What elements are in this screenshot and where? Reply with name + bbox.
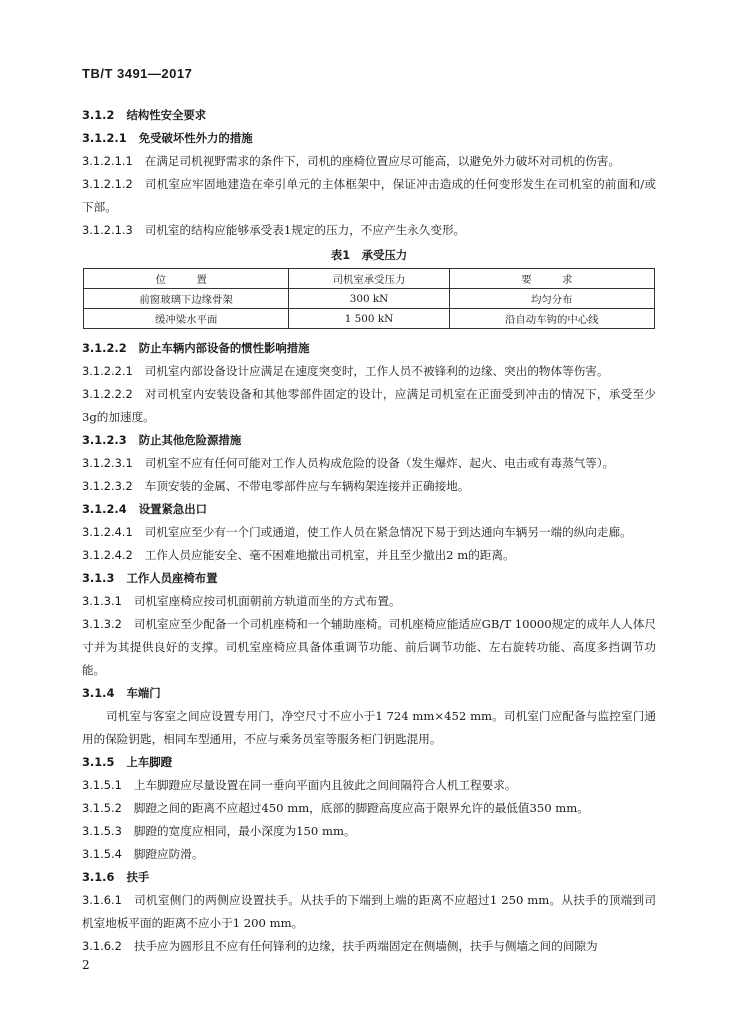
- clause-paragraph: [82, 889, 656, 935]
- paragraph: 司机室与客室之间应设置专用门，净空尺寸不应小于1 724 mm×452 mm。司机室门应配备与监控室门通用的保险钥匙，相同车型通用，不应与乘务员室等服务柜门钥匙混用。: [82, 709, 656, 746]
- table-title: 表1 承受压力: [330, 248, 408, 262]
- section-heading: [82, 429, 656, 452]
- clause-paragraph: [82, 544, 656, 567]
- heading-text: 扶手: [126, 870, 150, 884]
- section-heading: [82, 127, 656, 150]
- clause-text: 司机室内部设备设计应满足在速度突变时，工作人员不被锋利的边缘、突出的物体等伤害。: [144, 364, 609, 378]
- clause-text: 上车脚蹬应尽量设置在同一垂向平面内且彼此之间间隔符合人机工程要求。: [133, 778, 517, 792]
- document-body: [82, 104, 656, 958]
- heading-text: 防止其他危险源措施: [138, 433, 242, 447]
- clause-number: 3.1.2.2: [82, 341, 127, 355]
- clause-number: 3.1.2.4.1: [82, 525, 133, 539]
- clause-number: 3.1.2.3.1: [82, 456, 133, 470]
- clause-number: 3.1.3.1: [82, 594, 122, 608]
- clause-text: 司机室不应有任何可能对工作人员构成危险的设备（发生爆炸、起火、电击或有毒蒸气等）。: [144, 456, 615, 470]
- clause-text: 扶手应为圆形且不应有任何锋利的边缘，扶手两端固定在侧墙侧，扶手与侧墙之间的间隙为: [133, 939, 598, 953]
- table-cell: 均匀分布: [449, 289, 654, 309]
- clause-number: 3.1.2.1.3: [82, 223, 133, 237]
- section-block-b: [82, 337, 656, 958]
- clause-text: 司机室应牢固地建造在牵引单元的主体框架中，保证冲击造成的任何变形发生在司机室的前面和/或下部。: [82, 177, 656, 214]
- heading-text: 结构性安全要求: [126, 108, 207, 122]
- clause-number: 3.1.2.1.2: [82, 177, 133, 191]
- clause-number: 3.1.5.1: [82, 778, 122, 792]
- table-cell: 1 500 kN: [289, 309, 449, 329]
- heading-text: 上车脚蹬: [126, 755, 173, 769]
- clause-paragraph: [82, 219, 656, 242]
- clause-paragraph: [82, 820, 656, 843]
- clause-text: 车顶安装的金属、不带电零部件应与车辆构架连接并正确接地。: [144, 479, 470, 493]
- section-heading: [82, 751, 656, 774]
- clause-text: 脚蹬应防滑。: [133, 847, 204, 861]
- heading-text: 设置紧急出口: [138, 502, 208, 516]
- clause-paragraph: [82, 843, 656, 866]
- table-header-requirement: 要 求: [449, 269, 654, 289]
- page-number: 2: [82, 958, 90, 972]
- clause-paragraph: [82, 613, 656, 682]
- clause-paragraph: [82, 774, 656, 797]
- clause-number: 3.1.3: [82, 571, 115, 585]
- clause-paragraph: [82, 452, 656, 475]
- clause-paragraph: [82, 475, 656, 498]
- clause-number: 3.1.4: [82, 686, 115, 700]
- clause-text: 在满足司机视野需求的条件下，司机的座椅位置应尽可能高，以避免外力破坏对司机的伤害。: [144, 154, 621, 168]
- table-cell: 300 kN: [289, 289, 449, 309]
- clause-number: 3.1.5: [82, 755, 115, 769]
- clause-number: 3.1.5.2: [82, 801, 122, 815]
- clause-number: 3.1.5.4: [82, 847, 122, 861]
- clause-text: 脚蹬之间的距离不应超过450 mm，底部的脚蹬高度应高于限界允许的最低值350 mm。: [133, 801, 589, 815]
- clause-text: 司机室应至少配备一个司机座椅和一个辅助座椅。司机座椅应能适应GB/T 10000规定的成年人人体尺寸并为其提供良好的支撑。司机室座椅应具备体重调节功能、前后调节功能、左右旋转功能、高度多挡调节功能。: [82, 617, 657, 677]
- clause-number: 3.1.6.1: [82, 893, 122, 907]
- clause-text: 工作人员应能安全、毫不困难地撤出司机室，并且至少撤出2 m的距离。: [144, 548, 515, 562]
- table-header-position: 位 置: [84, 269, 289, 289]
- clause-paragraph: [82, 150, 656, 173]
- table-cell: 沿自动车钩的中心线: [449, 309, 654, 329]
- section-heading: [82, 104, 656, 127]
- section-block-a: [82, 104, 656, 242]
- clause-number: 3.1.2.4.2: [82, 548, 133, 562]
- clause-text: 对司机室内安装设备和其他零部件固定的设计，应满足司机室在正面受到冲击的情况下，承受至少3g的加速度。: [82, 387, 656, 424]
- section-heading: [82, 866, 656, 889]
- clause-text: 司机室侧门的两侧应设置扶手。从扶手的下端到上端的距离不应超过1 250 mm。从扶手的顶端到司机室地板平面的距离不应小于1 200 mm。: [82, 893, 656, 930]
- clause-number: 3.1.2: [82, 108, 115, 122]
- clause-paragraph: [82, 173, 656, 219]
- pressure-table: [83, 268, 655, 329]
- clause-number: 3.1.2.1.1: [82, 154, 133, 168]
- table-row: [84, 309, 655, 329]
- clause-number: 3.1.2.3: [82, 433, 127, 447]
- heading-text: 工作人员座椅布置: [126, 571, 218, 585]
- clause-number: 3.1.3.2: [82, 617, 122, 631]
- table-row: [84, 289, 655, 309]
- table-header-row: [84, 269, 655, 289]
- clause-number: 3.1.2.2.1: [82, 364, 133, 378]
- table-header-pressure: 司机室承受压力: [289, 269, 449, 289]
- clause-text: 脚蹬的宽度应相同，最小深度为150 mm。: [133, 824, 356, 838]
- section-heading: [82, 498, 656, 521]
- section-heading: [82, 682, 656, 705]
- clause-text: 司机室座椅应按司机面朝前方轨道而坐的方式布置。: [133, 594, 401, 608]
- clause-number: 3.1.5.3: [82, 824, 122, 838]
- clause-number: 3.1.6: [82, 870, 115, 884]
- heading-text: 免受破坏性外力的措施: [138, 131, 253, 145]
- clause-paragraph: [82, 360, 656, 383]
- heading-text: 防止车辆内部设备的惯性影响措施: [138, 341, 310, 355]
- clause-paragraph: [82, 383, 656, 429]
- clause-text: 司机室的结构应能够承受表1规定的压力，不应产生永久变形。: [144, 223, 466, 237]
- clause-paragraph: [82, 521, 656, 544]
- clause-number: 3.1.2.4: [82, 502, 127, 516]
- clause-number: 3.1.6.2: [82, 939, 122, 953]
- clause-number: 3.1.2.3.2: [82, 479, 133, 493]
- clause-number: 3.1.2.2.2: [82, 387, 133, 401]
- section-heading: [82, 567, 656, 590]
- clause-number: 3.1.2.1: [82, 131, 127, 145]
- table-cell: 前窗玻璃下边缘骨架: [84, 289, 289, 309]
- clause-paragraph: [82, 935, 656, 958]
- clause-text: 司机室应至少有一个门或通道，使工作人员在紧急情况下易于到达通向车辆另一端的纵向走廊。: [144, 525, 632, 539]
- heading-text: 车端门: [126, 686, 161, 700]
- standard-number: TB/T 3491—2017: [82, 66, 193, 81]
- clause-paragraph: [82, 590, 656, 613]
- clause-paragraph: [82, 797, 656, 820]
- table-cell: 缓冲梁水平面: [84, 309, 289, 329]
- section-heading: [82, 337, 656, 360]
